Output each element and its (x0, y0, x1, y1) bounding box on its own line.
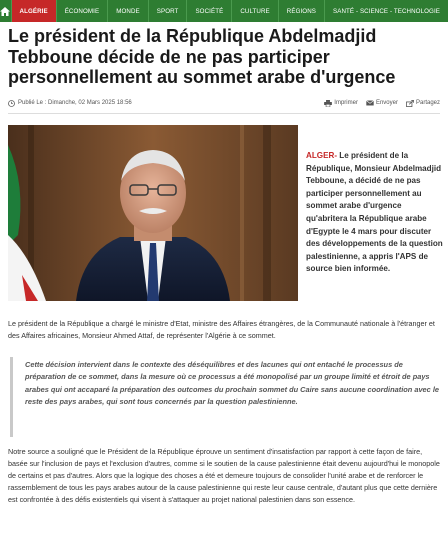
nav-item-monde[interactable]: MONDE (108, 0, 149, 22)
article-title: Le président de la République Abdelmadjid Tebboune décide de ne pas participer personnellement au sommet arabe d'urgence (8, 26, 396, 87)
paragraph-1: Le président de la République a chargé le ministre d'Etat, ministre des Affaires étrangères, de la Communauté nationale à l'étranger et des Affaires africaines, Monsieur Ahmed Attaf, de représenter l'Algérie à ce sommet. (8, 319, 435, 340)
nav-item-algerie[interactable]: ALGÉRIE (12, 0, 57, 22)
send-button[interactable] (366, 100, 398, 107)
share-icon (406, 100, 414, 107)
print-label: Imprimer (334, 100, 358, 106)
nav-item-societe[interactable]: SOCIÉTÉ (187, 0, 232, 22)
article-meta (8, 96, 440, 110)
nav-item-sport[interactable]: SPORT (149, 0, 188, 22)
lead-keyword: ALGER- (306, 151, 338, 160)
share-label: Partagez (415, 100, 440, 106)
home-button[interactable] (0, 0, 12, 22)
print-button[interactable] (324, 100, 358, 107)
article-actions (324, 100, 440, 107)
paragraph-2: Notre source a souligné que le Président de la République éprouve un sentiment d'insatisfaction par rapport à cette façon de faire, basée sur l'inclusion de pays et l'exclusion d'autres, comme si le soutien de la cause palestinienne était devenu aujourd'hui le monopole de certains et pas d'autres. Alors que la logique des choses a été et demeure toujours de consolider l'unité arabe et de renforcer le rassemblement de tous les pays arabes autour de la cause palestinienne qui reste leur cause centrale, d'autant plus que cette dernière est confrontée à des défis existentiels qui visent à s'attaquer au projet national palestinien dans son essence. (8, 447, 440, 505)
publish-date (8, 100, 324, 107)
nav-item-culture[interactable]: CULTURE (232, 0, 278, 22)
main-nav (0, 0, 448, 22)
meta-divider (8, 113, 440, 114)
article-quote: Cette décision intervient dans le contexte des déséquilibres et des lacunes qui ont entaché le processus de préparation de ce sommet, dans la mesure où ce processus a été monopolisé par un groupe limité et étroit de pays arabes qui ont accaparé la préparation des outcomes du prochain sommet du Caire sans aucune coordination avec le reste des pays arabes, qui sont tous concernés par la question palestinienne. (10, 357, 440, 437)
envelope-icon (366, 100, 374, 106)
nav-item-regions[interactable]: RÉGIONS (279, 0, 325, 22)
send-label: Envoyer (375, 100, 398, 106)
publish-date-text: Publié Le : Dimanche, 02 Mars 2025 18:56 (18, 100, 132, 106)
nav-item-economie[interactable]: ÉCONOMIE (57, 0, 109, 22)
share-button[interactable] (406, 100, 440, 107)
article-photo (8, 125, 298, 301)
printer-icon (324, 100, 332, 107)
lead-text: Le président de la République, Monsieur Abdelmadjid Tebboune, a décidé de ne pas participer personnellement au sommet arabe d'urgence qu'abritera la République arabe d'Egypte le 4 mars pour discuter des développements de la question palestinienne, a appris l'APS de source bien informée. (306, 151, 443, 274)
clock-icon (8, 100, 15, 107)
nav-item-sante[interactable]: SANTÉ - SCIENCE - TECHNOLOGIE (333, 7, 440, 15)
home-icon (0, 7, 10, 16)
lead-paragraph (306, 150, 444, 276)
